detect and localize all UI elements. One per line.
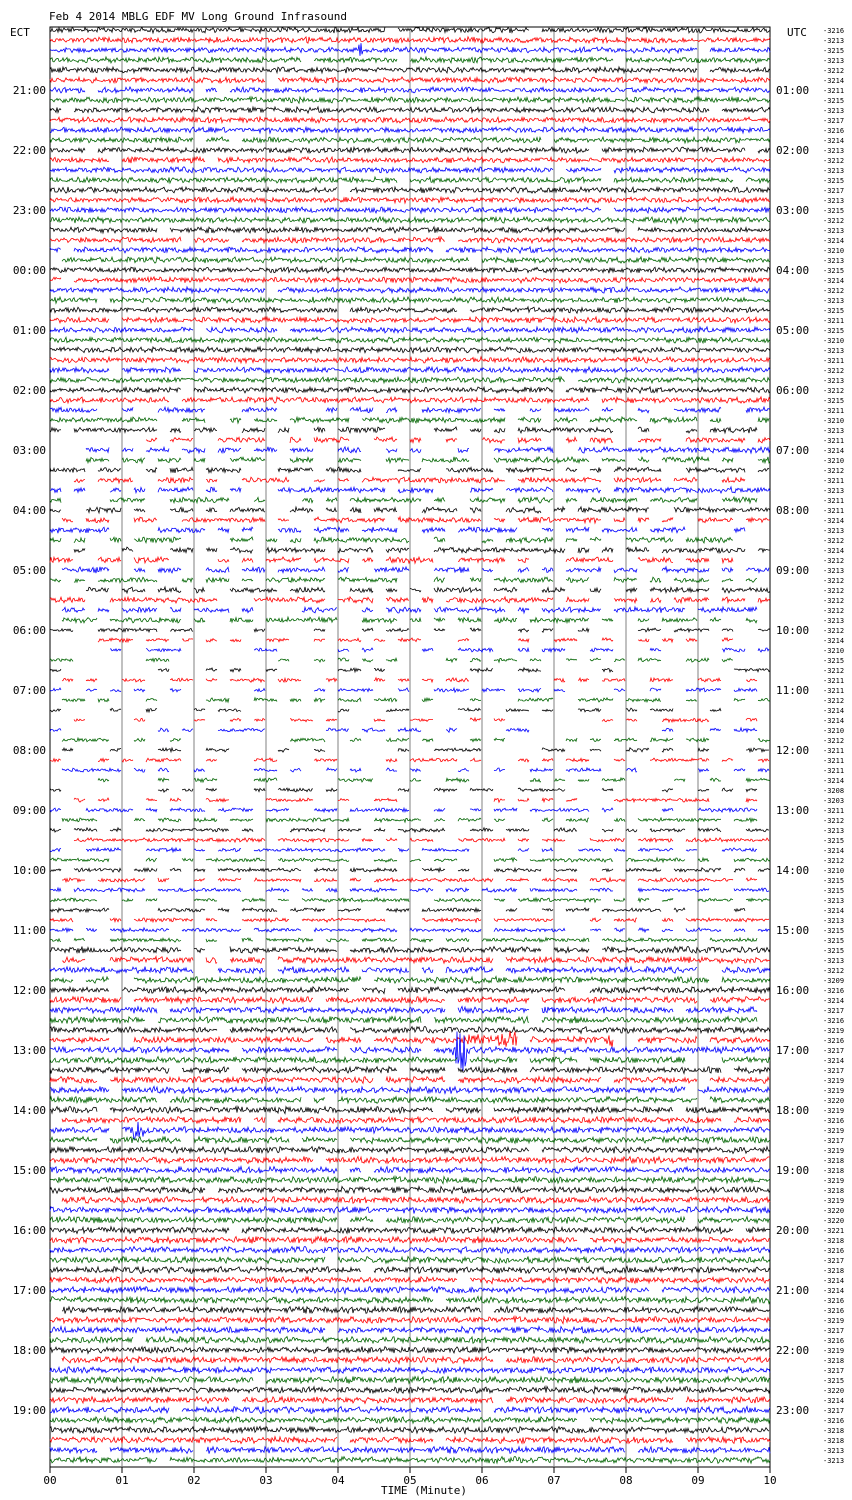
trace-offset-label: -3211 bbox=[823, 357, 845, 365]
trace-offset-label: -3211 bbox=[823, 437, 845, 445]
trace-offset-label: -3213 bbox=[823, 57, 845, 65]
right-hour-label: 07:00 bbox=[776, 444, 810, 457]
trace-offset-label: -3218 bbox=[823, 1437, 845, 1445]
trace-offset-label: -3219 bbox=[823, 1077, 845, 1085]
trace-offset-label: -3215 bbox=[823, 327, 845, 335]
trace-offset-label: -3216 bbox=[823, 1337, 845, 1345]
trace-offset-label: -3219 bbox=[823, 1177, 845, 1185]
trace-offset-label: -3214 bbox=[823, 447, 845, 455]
trace-offset-label: -3211 bbox=[823, 497, 845, 505]
trace-offset-label: -3213 bbox=[823, 1447, 845, 1455]
right-hour-label: 03:00 bbox=[776, 204, 810, 217]
trace-offset-label: -3213 bbox=[823, 617, 845, 625]
left-hour-label: 05:00 bbox=[12, 564, 46, 577]
trace-offset-label: -3214 bbox=[823, 847, 845, 855]
trace-line bbox=[62, 957, 770, 964]
trace-offset-label: -3215 bbox=[823, 207, 845, 215]
left-hour-label: 21:00 bbox=[12, 84, 46, 97]
right-hour-label: 08:00 bbox=[776, 504, 810, 517]
trace-line bbox=[74, 798, 757, 802]
trace-offset-label: -3213 bbox=[823, 567, 845, 575]
trace-offset-label: -3210 bbox=[823, 247, 845, 255]
trace-offset-label: -3215 bbox=[823, 837, 845, 845]
trace-offset-label: -3216 bbox=[823, 1417, 845, 1425]
trace-offset-label: -3212 bbox=[823, 967, 845, 975]
trace-offset-label: -3213 bbox=[823, 1457, 845, 1465]
left-axis-label: ECT bbox=[10, 26, 30, 39]
trace-offset-label: -3213 bbox=[823, 347, 845, 355]
right-hour-label: 10:00 bbox=[776, 624, 810, 637]
trace-offset-label: -3219 bbox=[823, 1107, 845, 1115]
trace-offset-label: -3216 bbox=[823, 1017, 845, 1025]
trace-line bbox=[86, 587, 770, 593]
trace-line bbox=[74, 838, 769, 842]
trace-offset-label: -3214 bbox=[823, 707, 845, 715]
trace-offset-label: -3211 bbox=[823, 87, 845, 95]
trace-offset-label: -3213 bbox=[823, 897, 845, 905]
trace-offset-label: -3210 bbox=[823, 417, 845, 425]
trace-offset-label: -3214 bbox=[823, 1397, 845, 1405]
trace-offset-label: -3213 bbox=[823, 197, 845, 205]
trace-offset-label: -3218 bbox=[823, 1167, 845, 1175]
trace-offset-label: -3210 bbox=[823, 337, 845, 345]
left-hour-labels bbox=[13, 84, 46, 1417]
trace-line bbox=[74, 547, 770, 553]
chart-title: Feb 4 2014 MBLG EDF MV Long Ground Infrasound bbox=[49, 10, 348, 23]
trace-offset-label: -3215 bbox=[823, 97, 845, 105]
left-hour-label: 17:00 bbox=[12, 1284, 46, 1297]
trace-offset-label: -3213 bbox=[823, 377, 845, 385]
trace-line bbox=[62, 1197, 770, 1204]
trace-offset-label: -3215 bbox=[823, 887, 845, 895]
trace-offset-label: -3219 bbox=[823, 1317, 845, 1325]
trace-offset-label: -3218 bbox=[823, 1427, 845, 1435]
trace-offset-label: -3217 bbox=[823, 1137, 845, 1145]
right-hour-label: 21:00 bbox=[776, 1284, 810, 1297]
trace-line bbox=[62, 878, 770, 882]
trace-offset-label: -3211 bbox=[823, 807, 845, 815]
trace-offset-label: -3218 bbox=[823, 1357, 845, 1365]
trace-offset-label: -3216 bbox=[823, 127, 845, 135]
trace-line bbox=[86, 457, 770, 463]
left-hour-label: 10:00 bbox=[12, 864, 46, 877]
trace-offset-label: -3216 bbox=[823, 27, 845, 35]
trace-offset-label: -3214 bbox=[823, 517, 845, 525]
trace-line bbox=[50, 848, 757, 852]
trace-offset-label: -3211 bbox=[823, 317, 845, 325]
trace-line bbox=[62, 1357, 770, 1364]
trace-offset-label: -3220 bbox=[823, 1217, 845, 1225]
trace-offset-label: -3212 bbox=[823, 387, 845, 395]
trace-offset-label: -3216 bbox=[823, 1117, 845, 1125]
right-hour-label: 06:00 bbox=[776, 384, 810, 397]
trace-offset-label: -3211 bbox=[823, 747, 845, 755]
trace-offset-label: -3215 bbox=[823, 877, 845, 885]
trace-line bbox=[74, 477, 770, 483]
x-tick-label: 02 bbox=[187, 1474, 201, 1487]
left-hour-label: 19:00 bbox=[12, 1404, 46, 1417]
left-hour-label: 09:00 bbox=[12, 804, 46, 817]
trace-offset-label: -3215 bbox=[823, 307, 845, 315]
trace-line bbox=[62, 768, 769, 772]
trace-line bbox=[62, 738, 770, 742]
trace-offset-labels bbox=[823, 27, 844, 1465]
trace-line bbox=[62, 748, 769, 752]
left-hour-label: 22:00 bbox=[12, 144, 46, 157]
trace-offset-label: -3214 bbox=[823, 77, 845, 85]
trace-offset-label: -3218 bbox=[823, 1267, 845, 1275]
right-hour-label: 14:00 bbox=[776, 864, 810, 877]
trace-offset-label: -3211 bbox=[823, 687, 845, 695]
left-hour-label: 08:00 bbox=[12, 744, 46, 757]
left-hour-label: 01:00 bbox=[12, 324, 46, 337]
right-hour-label: 11:00 bbox=[776, 684, 810, 697]
trace-offset-label: -3219 bbox=[823, 1147, 845, 1155]
trace-line bbox=[74, 718, 757, 722]
trace-line bbox=[50, 658, 733, 662]
right-hour-label: 19:00 bbox=[776, 1164, 810, 1177]
trace-offset-label: -3213 bbox=[823, 297, 845, 305]
trace-offset-label: -3212 bbox=[823, 367, 845, 375]
trace-line bbox=[62, 517, 770, 523]
trace-offset-label: -3217 bbox=[823, 1067, 845, 1075]
trace-offset-label: -3219 bbox=[823, 1087, 845, 1095]
trace-offset-label: -3220 bbox=[823, 1097, 845, 1105]
trace-offset-label: -3213 bbox=[823, 917, 845, 925]
trace-offset-label: -3219 bbox=[823, 1347, 845, 1355]
trace-offset-label: -3211 bbox=[823, 477, 845, 485]
trace-offset-label: -3214 bbox=[823, 1277, 845, 1285]
trace-offset-label: -3216 bbox=[823, 1247, 845, 1255]
trace-offset-label: -3209 bbox=[823, 977, 845, 985]
trace-offset-label: -3216 bbox=[823, 1037, 845, 1045]
left-hour-label: 00:00 bbox=[12, 264, 46, 277]
trace-line bbox=[62, 607, 770, 613]
left-hour-label: 11:00 bbox=[12, 924, 46, 937]
trace-offset-label: -3212 bbox=[823, 157, 845, 165]
left-hour-label: 16:00 bbox=[12, 1224, 46, 1237]
trace-offset-label: -3216 bbox=[823, 1297, 845, 1305]
right-hour-label: 17:00 bbox=[776, 1044, 810, 1057]
trace-offset-label: -3211 bbox=[823, 767, 845, 775]
right-hour-labels bbox=[776, 84, 809, 1417]
trace-line bbox=[62, 818, 770, 822]
trace-offset-label: -3214 bbox=[823, 547, 845, 555]
trace-offset-label: -3208 bbox=[823, 787, 845, 795]
trace-line bbox=[50, 1006, 757, 1013]
trace-offset-label: -3215 bbox=[823, 947, 845, 955]
trace-offset-label: -3210 bbox=[823, 727, 845, 735]
right-axis-label: UTC bbox=[787, 26, 807, 39]
trace-line bbox=[86, 447, 770, 453]
trace-offset-label: -3213 bbox=[823, 957, 845, 965]
right-hour-label: 20:00 bbox=[776, 1224, 810, 1237]
trace-offset-label: -3212 bbox=[823, 597, 845, 605]
right-hour-label: 23:00 bbox=[776, 1404, 810, 1417]
left-hour-label: 02:00 bbox=[12, 384, 46, 397]
trace-offset-label: -3217 bbox=[823, 187, 845, 195]
x-tick-label: 10 bbox=[763, 1474, 777, 1487]
trace-offset-label: -3212 bbox=[823, 557, 845, 565]
left-hour-label: 07:00 bbox=[12, 684, 46, 697]
trace-offset-label: -3220 bbox=[823, 1207, 845, 1215]
right-hour-label: 12:00 bbox=[776, 744, 810, 757]
trace-offset-label: -3213 bbox=[823, 487, 845, 495]
trace-offset-label: -3214 bbox=[823, 907, 845, 915]
trace-offset-label: -3217 bbox=[823, 1047, 845, 1055]
trace-offset-label: -3213 bbox=[823, 527, 845, 535]
left-hour-label: 06:00 bbox=[12, 624, 46, 637]
trace-offset-label: -3214 bbox=[823, 277, 845, 285]
left-hour-label: 18:00 bbox=[12, 1344, 46, 1357]
trace-offset-label: -3214 bbox=[823, 137, 845, 145]
minute-gridlines bbox=[122, 27, 698, 1467]
trace-offset-label: -3212 bbox=[823, 467, 845, 475]
trace-offset-label: -3215 bbox=[823, 1377, 845, 1385]
trace-line bbox=[146, 437, 770, 443]
right-hour-label: 04:00 bbox=[776, 264, 810, 277]
left-hour-label: 23:00 bbox=[12, 204, 46, 217]
trace-line bbox=[98, 778, 770, 782]
right-hour-label: 22:00 bbox=[776, 1344, 810, 1357]
left-hour-label: 14:00 bbox=[12, 1104, 46, 1117]
x-tick-label: 06 bbox=[475, 1474, 489, 1487]
trace-offset-label: -3215 bbox=[823, 267, 845, 275]
trace-offset-label: -3211 bbox=[823, 407, 845, 415]
trace-offset-label: -3219 bbox=[823, 1197, 845, 1205]
trace-offset-label: -3213 bbox=[823, 257, 845, 265]
trace-offset-label: -3212 bbox=[823, 697, 845, 705]
trace-offset-label: -3210 bbox=[823, 867, 845, 875]
trace-offset-label: -3213 bbox=[823, 37, 845, 45]
left-hour-label: 04:00 bbox=[12, 504, 46, 517]
trace-line bbox=[62, 678, 770, 682]
right-hour-label: 05:00 bbox=[776, 324, 810, 337]
trace-offset-label: -3218 bbox=[823, 1237, 845, 1245]
trace-offset-label: -3210 bbox=[823, 457, 845, 465]
trace-offset-label: -3211 bbox=[823, 677, 845, 685]
trace-offset-label: -3216 bbox=[823, 987, 845, 995]
left-hour-label: 15:00 bbox=[12, 1164, 46, 1177]
trace-offset-label: -3217 bbox=[823, 1407, 845, 1415]
right-hour-label: 01:00 bbox=[776, 84, 810, 97]
trace-offset-label: -3217 bbox=[823, 1007, 845, 1015]
trace-offset-label: -3215 bbox=[823, 657, 845, 665]
x-axis-label: TIME (Minute) bbox=[380, 1484, 468, 1497]
left-hour-label: 13:00 bbox=[12, 1044, 46, 1057]
trace-offset-label: -3215 bbox=[823, 927, 845, 935]
trace-offset-label: -3212 bbox=[823, 667, 845, 675]
trace-offset-label: -3203 bbox=[823, 797, 845, 805]
trace-offset-label: -3218 bbox=[823, 1187, 845, 1195]
trace-offset-label: -3215 bbox=[823, 177, 845, 185]
x-tick-label: 09 bbox=[691, 1474, 705, 1487]
trace-offset-label: -3212 bbox=[823, 587, 845, 595]
trace-offset-label: -3212 bbox=[823, 607, 845, 615]
right-hour-label: 15:00 bbox=[776, 924, 810, 937]
trace-offset-label: -3212 bbox=[823, 217, 845, 225]
trace-offset-label: -3219 bbox=[823, 1027, 845, 1035]
trace-offset-label: -3214 bbox=[823, 637, 845, 645]
trace-offset-label: -3212 bbox=[823, 857, 845, 865]
trace-offset-label: -3221 bbox=[823, 1227, 845, 1235]
trace-offset-label: -3214 bbox=[823, 1287, 845, 1295]
trace-offset-label: -3214 bbox=[823, 237, 845, 245]
trace-offset-label: -3217 bbox=[823, 1327, 845, 1335]
x-tick-label: 03 bbox=[259, 1474, 273, 1487]
x-tick-label: 05 bbox=[403, 1474, 417, 1487]
trace-line bbox=[50, 728, 757, 732]
right-hour-label: 13:00 bbox=[776, 804, 810, 817]
trace-line bbox=[62, 1307, 770, 1314]
trace-line bbox=[50, 808, 757, 812]
trace-line bbox=[62, 698, 770, 702]
trace-offset-label: -3210 bbox=[823, 647, 845, 655]
trace-offset-label: -3213 bbox=[823, 427, 845, 435]
trace-offset-label: -3214 bbox=[823, 717, 845, 725]
trace-offset-label: -3212 bbox=[823, 577, 845, 585]
trace-line bbox=[62, 1117, 770, 1124]
trace-line bbox=[50, 938, 757, 942]
trace-offset-label: -3213 bbox=[823, 107, 845, 115]
trace-line bbox=[110, 648, 769, 652]
right-hour-label: 02:00 bbox=[776, 144, 810, 157]
right-hour-label: 09:00 bbox=[776, 564, 810, 577]
trace-offset-label: -3212 bbox=[823, 627, 845, 635]
x-tick-label: 07 bbox=[547, 1474, 561, 1487]
trace-offset-label: -3212 bbox=[823, 737, 845, 745]
trace-offset-label: -3214 bbox=[823, 997, 845, 1005]
trace-offset-label: -3211 bbox=[823, 507, 845, 515]
trace-line bbox=[50, 708, 721, 712]
trace-line bbox=[62, 567, 769, 573]
trace-offset-label: -3214 bbox=[823, 1057, 845, 1065]
x-tick-label: 00 bbox=[43, 1474, 57, 1487]
trace-line bbox=[98, 638, 733, 642]
right-hour-label: 18:00 bbox=[776, 1104, 810, 1117]
trace-offset-label: -3213 bbox=[823, 227, 845, 235]
trace-offset-label: -3213 bbox=[823, 147, 845, 155]
trace-line bbox=[50, 577, 757, 582]
left-hour-label: 12:00 bbox=[12, 984, 46, 997]
trace-offset-label: -3215 bbox=[823, 397, 845, 405]
x-tick-label: 01 bbox=[115, 1474, 129, 1487]
trace-offset-label: -3218 bbox=[823, 1157, 845, 1165]
trace-offset-label: -3213 bbox=[823, 827, 845, 835]
trace-offset-label: -3217 bbox=[823, 1367, 845, 1375]
trace-offset-label: -3217 bbox=[823, 117, 845, 125]
trace-offset-label: -3216 bbox=[823, 1307, 845, 1315]
trace-offset-label: -3219 bbox=[823, 1127, 845, 1135]
trace-offset-label: -3215 bbox=[823, 47, 845, 55]
trace-offset-label: -3215 bbox=[823, 937, 845, 945]
trace-offset-label: -3220 bbox=[823, 1387, 845, 1395]
trace-offset-label: -3211 bbox=[823, 757, 845, 765]
trace-offset-label: -3212 bbox=[823, 537, 845, 545]
trace-offset-label: -3214 bbox=[823, 777, 845, 785]
trace-offset-label: -3212 bbox=[823, 817, 845, 825]
x-tick-label: 04 bbox=[331, 1474, 345, 1487]
right-hour-label: 16:00 bbox=[776, 984, 810, 997]
left-hour-label: 03:00 bbox=[12, 444, 46, 457]
trace-offset-label: -3217 bbox=[823, 1257, 845, 1265]
trace-offset-label: -3212 bbox=[823, 67, 845, 75]
trace-offset-label: -3212 bbox=[823, 287, 845, 295]
trace-offset-label: -3213 bbox=[823, 167, 845, 175]
x-tick-label: 08 bbox=[619, 1474, 633, 1487]
trace-line bbox=[62, 257, 770, 263]
